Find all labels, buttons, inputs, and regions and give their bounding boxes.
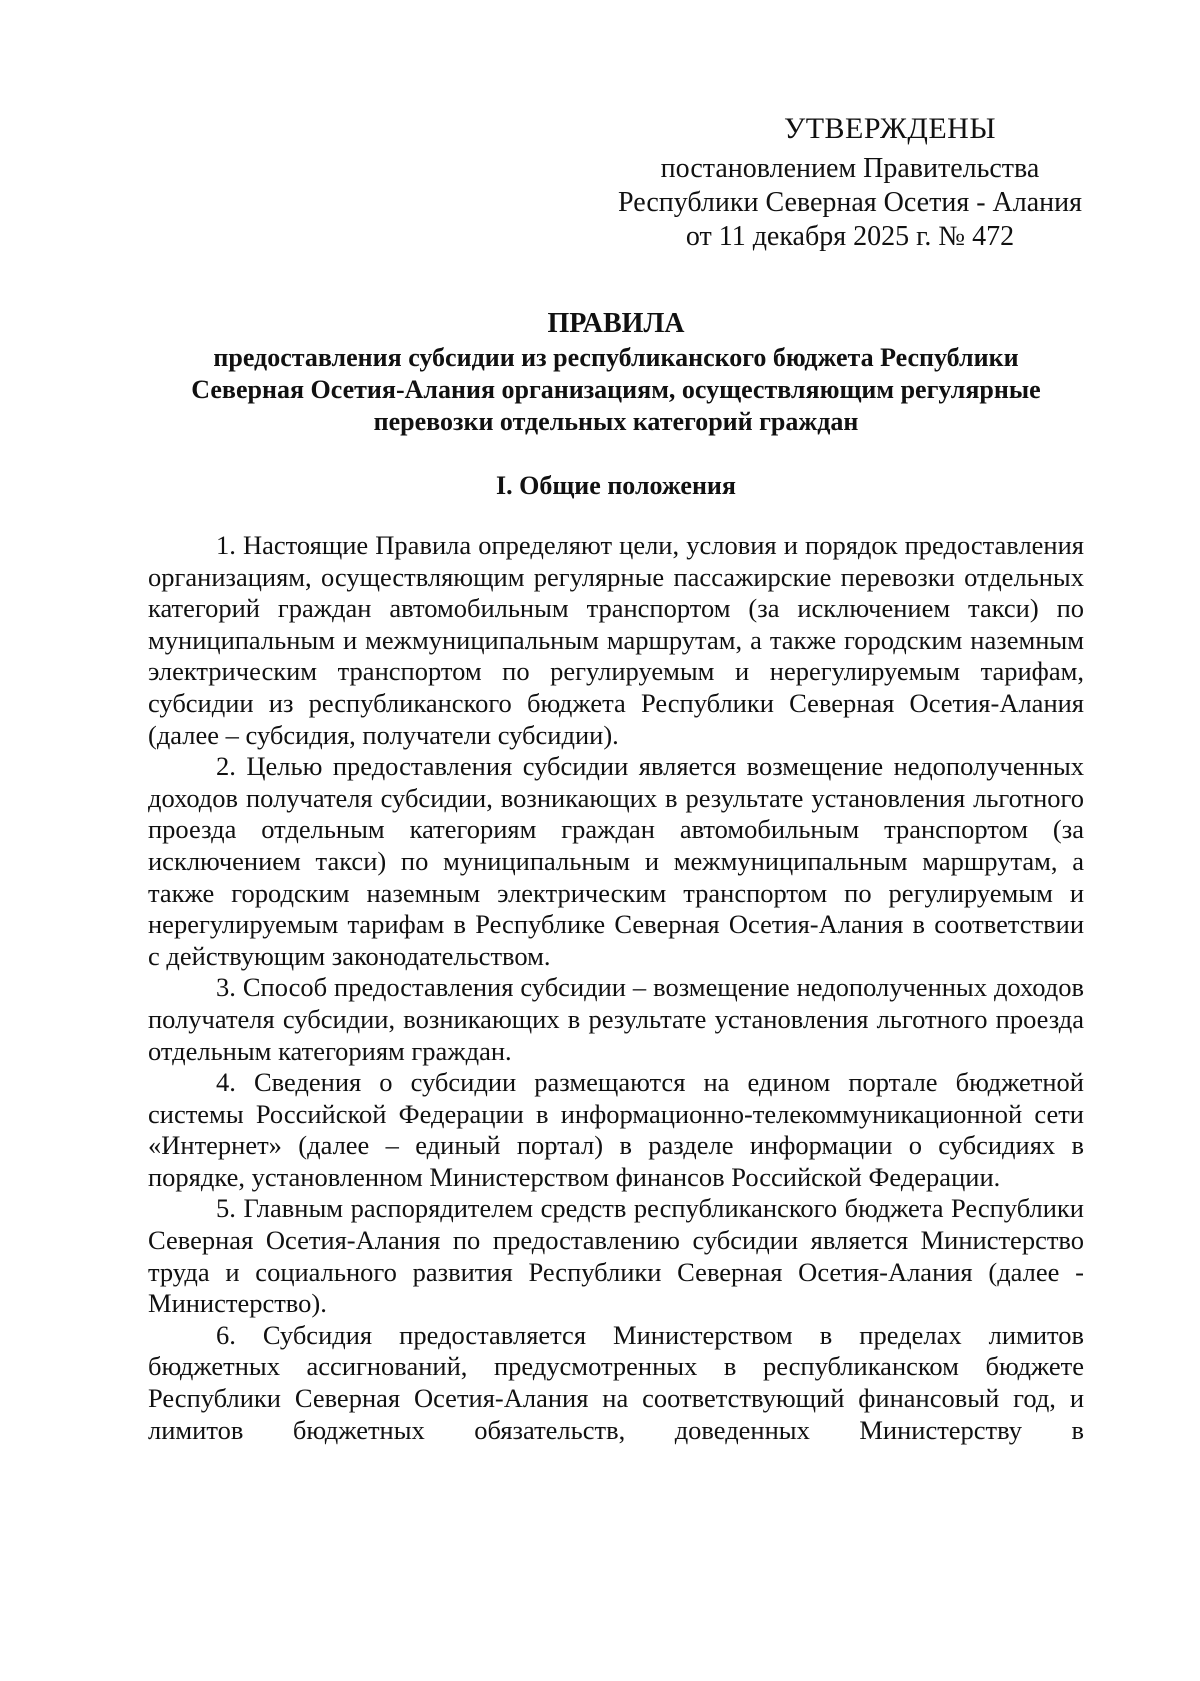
approval-line-3: от 11 декабря 2025 г. № 472 bbox=[685, 221, 1015, 252]
document-body bbox=[148, 530, 1084, 1446]
title-line-3: перевозки отдельных категорий граждан bbox=[373, 407, 859, 436]
approval-heading: УТВЕРЖДЕНЫ bbox=[783, 112, 997, 145]
paragraph-2: 2. Целью предоставления субсидии является возмещение недополученных доходов получателя субсидии, возникающих в результате установления льготного проезда отдельным категориям граждан автомобильным транспортом (за исключением такси) по муниципальным и межмуниципальным маршрутам, а также городским наземным электрическим транспортом по регулируемым и нерегулируемым тарифам в Республике Северная Осетия-Алания в соответствии с действующим законодательством. bbox=[148, 751, 1084, 971]
title-main: ПРАВИЛА bbox=[547, 308, 685, 339]
paragraph-4: 4. Сведения о субсидии размещаются на едином портале бюджетной системы Российской Федерации в информационно-телекоммуникационной сети «Интернет» (далее – единый портал) в разделе информации о субсидиях в порядке, установленном Министерством финансов Российской Федерации. bbox=[148, 1067, 1084, 1192]
title-line-1: предоставления субсидии из республиканского бюджета Республики bbox=[213, 343, 1019, 372]
paragraph-1: 1. Настоящие Правила определяют цели, условия и порядок предоставления организациям, осуществляющим регулярные пассажирские перевозки отдельных категорий граждан автомобильным транспортом (за исключением такси) по муниципальным и межмуниципальным маршрутам, а также городским наземным электрическим транспортом по регулируемым и нерегулируемым тарифам, субсидии из республиканского бюджета Республики Северная Осетия-Алания (далее – субсидия, получатели субсидии). bbox=[148, 530, 1084, 750]
document-title bbox=[148, 308, 1084, 438]
paragraph-5: 5. Главным распорядителем средств республиканского бюджета Республики Северная Осетия-Алания по предоставлению субсидии является Министерство труда и социального развития Республики Северная Осетия-Алания (далее - Министерство). bbox=[148, 1193, 1084, 1319]
approval-stamp bbox=[600, 112, 1100, 254]
paragraph-3: 3. Способ предоставления субсидии – возмещение недополученных доходов получателя субсидии, возникающих в результате установления льготного проезда отдельным категориям граждан. bbox=[148, 972, 1084, 1066]
section-heading: I. Общие положения bbox=[496, 471, 736, 500]
approval-line-1: постановлением Правительства bbox=[660, 153, 1040, 184]
approval-line-2: Республики Северная Осетия - Алания bbox=[618, 187, 1082, 218]
title-line-2: Северная Осетия-Алания организациям, осуществляющим регулярные bbox=[191, 375, 1041, 404]
paragraph-6: 6. Субсидия предоставляется Министерством в пределах лимитов бюджетных ассигнований, предусмотренных в республиканском бюджете Республики Северная Осетия-Алания на соответствующий финансовый год, и лимитов бюджетных обязательств, доведенных Министерству в bbox=[148, 1319, 1084, 1445]
